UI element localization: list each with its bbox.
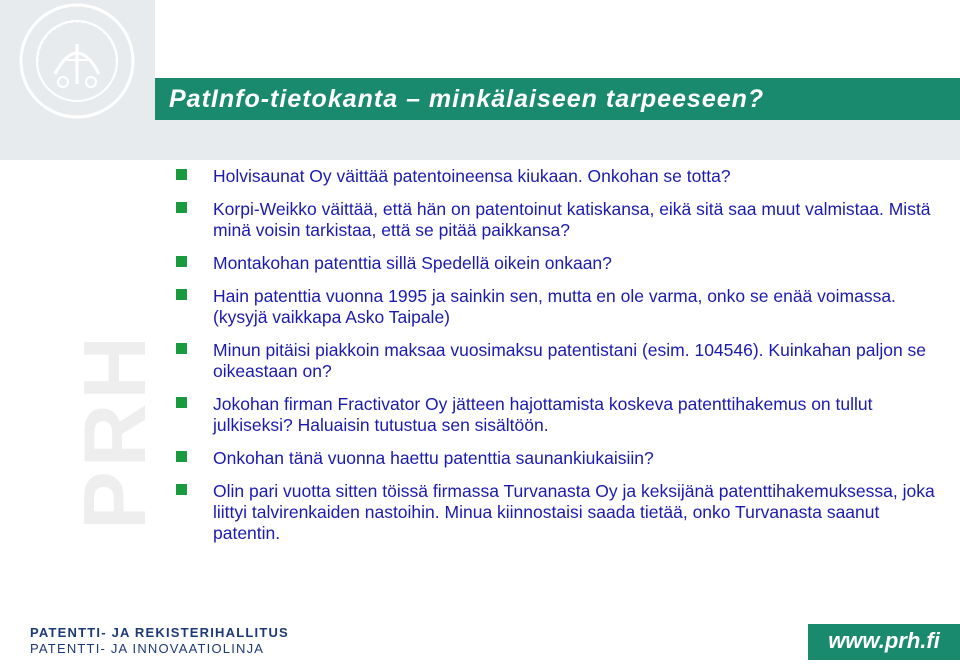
list-item-text: Onkohan tänä vuonna haettu patenttia saunankiukaisiin? [213,448,654,468]
footer-organization [30,625,289,657]
list-item-text: Minun pitäisi piakkoin maksaa vuosimaksu patentistani (esim. 104546). Kuinkahan paljon se oikeastaan on? [213,340,927,381]
list-item [176,166,936,187]
prh-watermark: PRH [65,332,164,530]
list-item-text: Montakohan patenttia sillä Spedellä oikein onkaan? [213,253,612,273]
question-list [176,166,936,556]
title-under-band [155,120,960,160]
square-bullet-icon [176,202,187,213]
header-top-band [155,0,960,78]
list-item-text: Olin pari vuotta sitten töissä firmassa Turvanasta Oy ja keksijänä patenttihakemuksessa, joka liittyi talvirenkaiden nastoihin. Minua kiinnostaisi saada tietää, onko Turvanasta saanut patentin. [213,481,935,543]
title-bar [155,78,960,120]
list-item-text: Hain patenttia vuonna 1995 ja sainkin sen, mutta en ole varma, onko se enää voimassa. (kysyjä vaikkapa Asko Taipale) [213,286,896,327]
list-item-text: Jokohan firman Fractivator Oy jätteen hajottamista koskeva patenttihakemus on tullut julkiseksi? Haluaisin tutustua sen sisältöön. [213,394,873,435]
footer-url-link[interactable]: www.prh.fi [808,624,960,660]
square-bullet-icon [176,451,187,462]
list-item [176,448,936,469]
list-item [176,340,936,382]
square-bullet-icon [176,289,187,300]
list-item [176,394,936,436]
footer-org-division: PATENTTI- JA INNOVAATIOLINJA [30,641,265,656]
list-item-text: Holvisaunat Oy väittää patentoineensa kiukaan. Onkohan se totta? [213,166,731,186]
slide-title: PatInfo-tietokanta – minkälaiseen tarpeeseen? [169,85,765,113]
square-bullet-icon [176,343,187,354]
list-item [176,481,936,544]
square-bullet-icon [176,256,187,267]
list-item-text: Korpi-Weikko väittää, että hän on patentoinut katiskansa, eikä sitä saa muut valmistaa. Mistä minä voisin tarkistaa, että se pitää paikkansa? [213,199,931,240]
footer-org-name: PATENTTI- JA REKISTERIHALLITUS [30,625,289,640]
list-item [176,199,936,241]
square-bullet-icon [176,169,187,180]
square-bullet-icon [176,397,187,408]
list-item [176,253,936,274]
list-item [176,286,936,328]
prh-seal-logo [18,2,136,120]
square-bullet-icon [176,484,187,495]
